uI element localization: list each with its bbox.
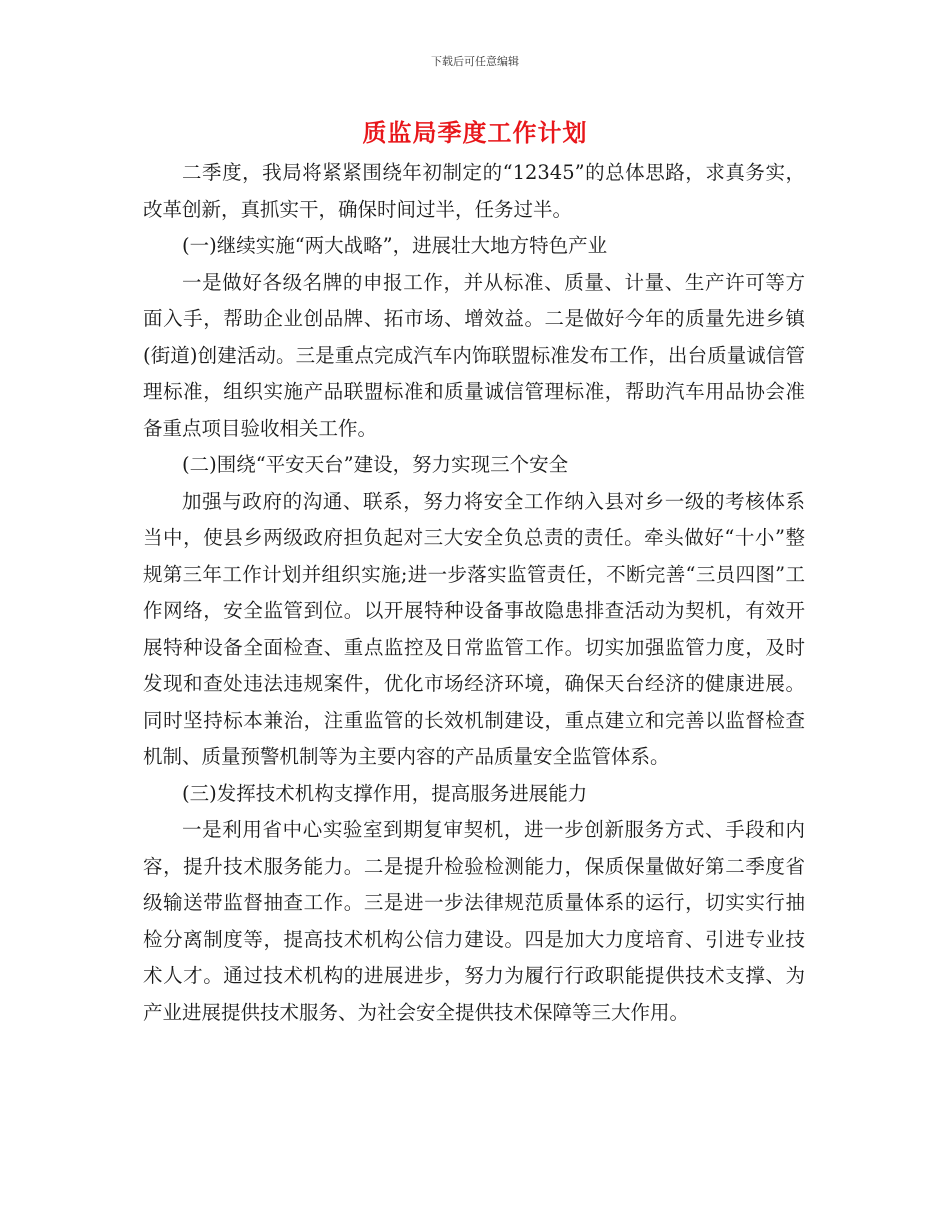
section-3-paragraph: 一是利用省中心实验室到期复审契机，进一步创新服务方式、手段和内容，提升技术服务能力。二是提升检验检测能力，保质保量做好第二季度省级输送带监督抽查工作。三是进一步法律规范质量体系的运行，切实实行抽检分离制度等，提高技术机构公信力建设。四是加大力度培育、引进专业技术人才。通过技术机构的进展进步，努力为履行行政职能提供技术支撑、为产业进展提供技术服务、为社会安全提供技术保障等三大作用。 bbox=[143, 818, 805, 1024]
intro-paragraph: 二季度，我局将紧紧围绕年初制定的“12345”的总体思路，求真务实，改革创新，真抓实干，确保时间过半，任务过半。 bbox=[143, 161, 805, 221]
page-header-note: 下载后可任意编辑 bbox=[431, 55, 519, 68]
section-heading-2: (二)围绕“平安天台”建设，努力实现三个安全 bbox=[182, 453, 569, 476]
section-heading-1: (一)继续实施“两大战略”，进展壮大地方特色产业 bbox=[182, 234, 608, 257]
document-title: 质监局季度工作计划 bbox=[362, 118, 588, 147]
section-heading-3: (三)发挥技术机构支撑作用，提高服务进展能力 bbox=[182, 781, 588, 805]
document-body bbox=[143, 155, 805, 1031]
section-2-paragraph: 加强与政府的沟通、联系，努力将安全工作纳入县对乡一级的考核体系当中，使县乡两级政府担负起对三大安全负总责的责任。牵头做好“十小”整规第三年工作计划并组织实施;进一步落实监管责任，不断完善“三员四图”工作网络，安全监管到位。以开展特种设备事故隐患排查活动为契机，有效开展特种设备全面检查、重点监控及日常监管工作。切实加强监管力度，及时发现和查处违法违规案件，优化市场经济环境，确保天台经济的健康进展。同时坚持标本兼治，注重监管的长效机制建设，重点建立和完善以监督检查机制、质量预警机制等为主要内容的产品质量安全监管体系。 bbox=[143, 489, 805, 768]
section-1-paragraph: 一是做好各级名牌的申报工作，并从标准、质量、计量、生产许可等方面入手，帮助企业创品牌、拓市场、增效益。二是做好今年的质量先进乡镇(街道)创建活动。三是重点完成汽车内饰联盟标准发布工作，出台质量诚信管理标准，组织实施产品联盟标准和质量诚信管理标准，帮助汽车用品协会准备重点项目验收相关工作。 bbox=[143, 270, 805, 440]
